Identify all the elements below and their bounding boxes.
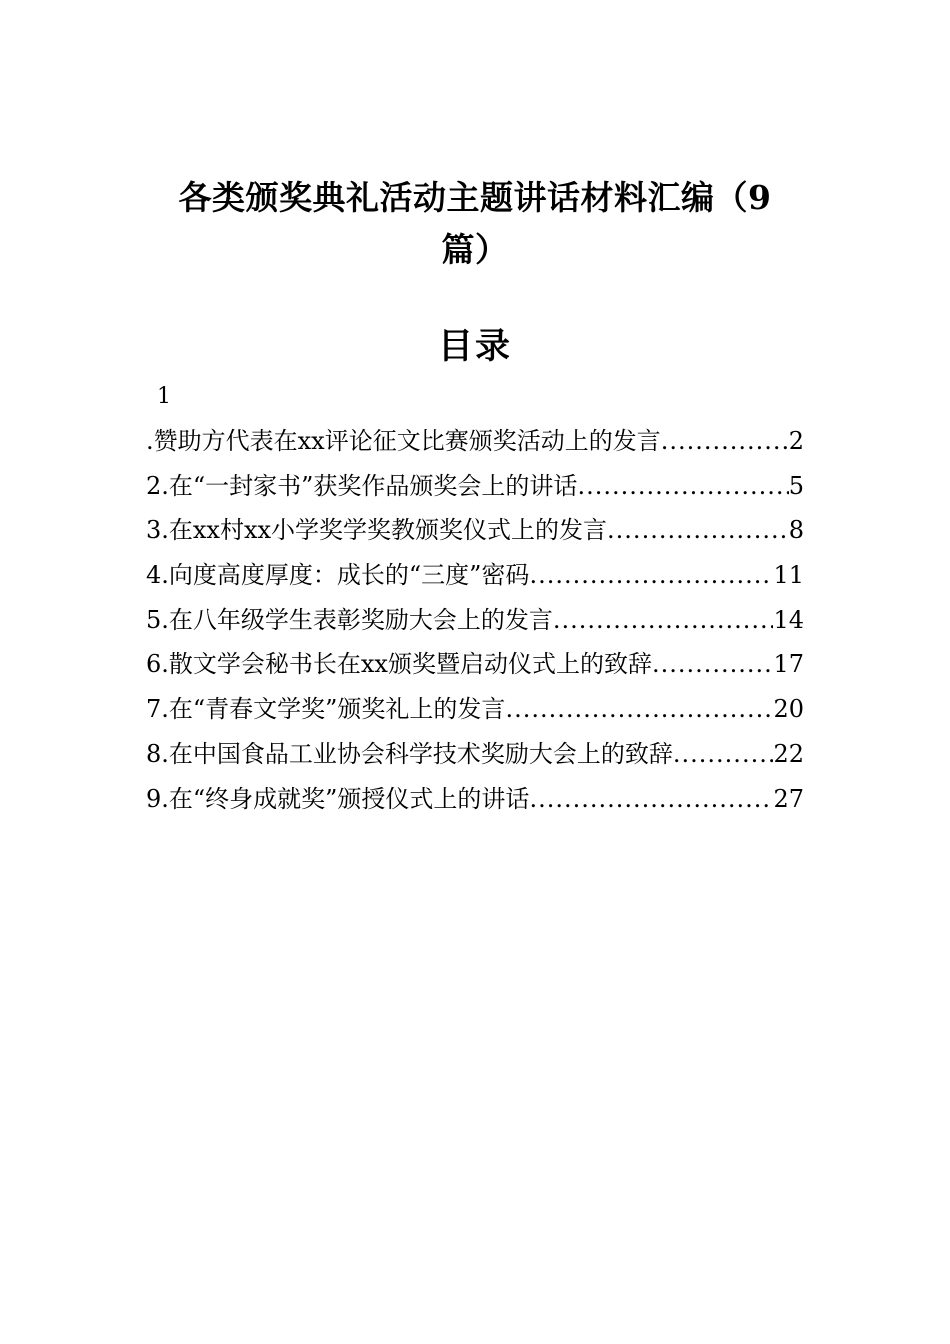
toc-leader-dots: [553, 598, 774, 643]
toc-entry-page: 11: [773, 561, 804, 590]
toc-entry-page: 8: [788, 516, 804, 545]
toc-entry-title: 6.散文学会秘书长在xx颁奖暨启动仪式上的致辞: [146, 650, 652, 679]
toc-first-item-number: 1: [157, 384, 171, 409]
toc-entry-title: 3.在xx村xx小学奖学奖教颁奖仪式上的发言: [146, 516, 608, 545]
toc-entry-4: [146, 553, 804, 598]
toc-entry-6: [146, 642, 804, 687]
table-of-contents: [146, 419, 804, 821]
toc-entry-title: 9.在“终身成就奖”颁授仪式上的讲话: [146, 784, 530, 813]
toc-leader-dots: [661, 419, 789, 464]
toc-entry-page: 5: [788, 471, 804, 500]
toc-entry-2: [146, 464, 804, 509]
toc-entry-page: 22: [773, 739, 804, 768]
document-title-line-2: 篇）: [441, 230, 509, 269]
toc-leader-dots: [529, 777, 773, 822]
toc-entry-9: [146, 777, 804, 822]
toc-entry-page: 2: [788, 427, 804, 455]
toc-entry-7: [146, 687, 804, 732]
toc-entry-title: 4.向度高度厚度：成长的“三度”密码: [146, 561, 530, 590]
toc-entry-title: 8.在中国食品工业协会科学技术奖励大会上的致辞: [146, 739, 673, 768]
toc-entry-title: .赞助方代表在xx评论征文比赛颁奖活动上的发言: [146, 427, 661, 455]
toc-entry-1: [146, 419, 804, 464]
document-title: [150, 172, 800, 276]
toc-leader-dots: [673, 732, 774, 777]
toc-entry-page: 27: [773, 784, 804, 813]
toc-leader-dots: [607, 508, 789, 553]
toc-entry-title: 2.在“一封家书”获奖作品颁奖会上的讲话: [146, 471, 578, 500]
toc-entry-page: 17: [773, 650, 804, 679]
document-title-line-1: 各类颁奖典礼活动主题讲话材料汇编（9: [178, 178, 772, 217]
toc-leader-dots: [529, 553, 773, 598]
toc-entry-page: 14: [773, 605, 804, 634]
toc-leader-dots: [652, 642, 773, 687]
toc-entry-title: 7.在“青春文学奖”颁奖礼上的发言: [146, 695, 506, 724]
toc-entry-3: [146, 508, 804, 553]
toc-leader-dots: [505, 687, 773, 732]
toc-entry-title: 5.在八年级学生表彰奖励大会上的发言: [146, 605, 553, 634]
toc-leader-dots: [577, 464, 788, 509]
toc-entry-page: 20: [773, 695, 804, 724]
toc-heading: 目录: [437, 326, 512, 367]
toc-entry-5: [146, 598, 804, 643]
toc-entry-8: [146, 732, 804, 777]
